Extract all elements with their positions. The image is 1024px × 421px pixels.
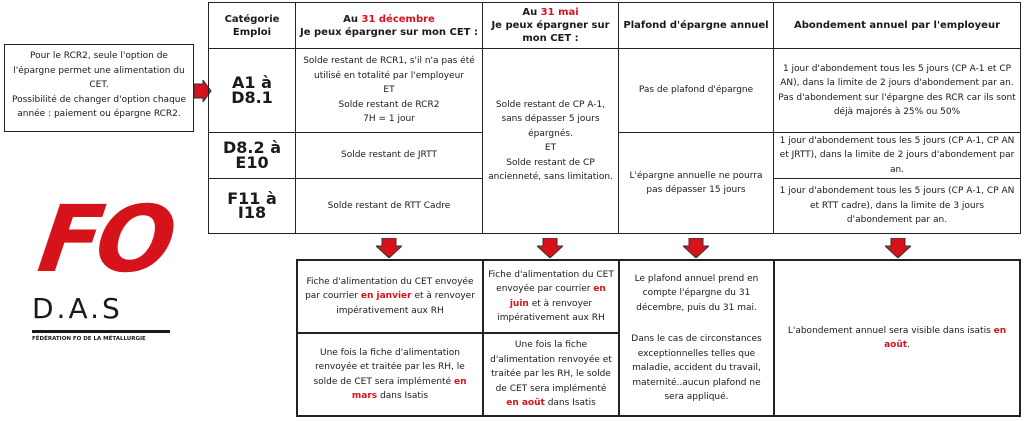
header-plafond: Plafond d'épargne annuel: [623, 20, 769, 31]
note-line-2: Possibilité de changer d'option chaque année : paiement ou épargne RCR2.: [11, 94, 187, 119]
lower-col3-top: Fiche d'alimentation du CET envoyée par courrier en juin et à renvoyer impérativement aux RH: [488, 269, 614, 323]
merged-plafond: L'épargne annuelle ne pourra pas dépasser 15 jours: [629, 170, 763, 195]
header-abondement: Abondement annuel par l'employeur: [793, 20, 1001, 31]
header-categorie: Catégorie Emploi: [224, 13, 280, 38]
row1-plafond: Pas de plafond d'épargne: [638, 85, 754, 96]
lower-col2-top: Fiche d'alimentation du CET envoyée par courrier en janvier et à renvoyer impérativement aux RH: [305, 276, 475, 316]
logo-fo: FO: [32, 186, 177, 293]
row3-abondement: 1 jour d'abondement tous les 5 jours (CP A-1, CP AN et RTT cadre), dans la limite de 3 jours d'abondement par an.: [779, 186, 1015, 226]
lower-col3-bottom: Une fois la fiche d'alimentation renvoyée et traitée par les RH, le solde de CET sera implémenté en août dans Isatis: [490, 340, 612, 409]
date-31-mai: 31 mai: [540, 7, 579, 18]
row2-abondement: 1 jour d'abondement tous les 5 jours (CP A-1, CP AN et JRTT), dans la limite de 2 jours d'abondement par an.: [779, 135, 1015, 175]
row-category-d82-e10: D8.2 à E10: [223, 138, 281, 172]
row-category-a1-d81: A1 à D8.1: [231, 73, 273, 107]
logo-das: D.A.S: [32, 292, 123, 325]
row1-abondement: 1 jour d'abondement tous les 5 jours (CP A-1 et CP AN), dans la limite de 2 jours d'abondement par an. Pas d'abondement sur l'épargne des RCR car ils sont déjà majorés à 25% ou 50%: [778, 63, 1016, 117]
lower-col2-bottom: Une fois la fiche d'alimentation renvoyée et traitée par les RH, le solde de CET sera implémenté en mars dans Isatis: [313, 347, 467, 401]
row3-col-31-decembre: Solde restant de RTT Cadre: [327, 200, 451, 211]
row1-col-31-decembre: Solde restant de RCR1, s'il n'a pas été utilisé en totalité par l'employeur ET Solde restant de RCR2 7H = 1 jour: [303, 56, 475, 125]
lower-plafond: Le plafond annuel prend en compte l'épargne du 31 décembre, puis du 31 mai. Dans le cas de circonstances exceptionnelles telles que maladie, accident du travail, maternité..aucun plafond ne sera appliqué.: [631, 273, 762, 402]
header-31-decembre: Au 31 décembre Je peux épargner sur mon CET :: [300, 13, 478, 38]
note-line-1: Pour le RCR2, seule l'option de l'épargne permet une alimentation du CET.: [13, 51, 185, 90]
logo-subtitle: FÉDÉRATION FO DE LA MÉTALLURGIE: [32, 336, 146, 342]
row2-col-31-decembre: Solde restant de JRTT: [341, 150, 437, 161]
header-31-mai: Au 31 mai Je peux épargner sur mon CET :: [491, 7, 610, 44]
merged-col-31-mai: Solde restant de CP A-1, sans dépasser 5 jours épargnés. ET Solde restant de CP ancienneté, sans limitation.: [488, 99, 613, 182]
lower-abondement: L'abondement annuel sera visible dans isatis en août.: [787, 325, 1007, 350]
date-31-decembre: 31 décembre: [361, 13, 435, 25]
row-category-f11-i18: F11 à I18: [227, 188, 277, 222]
